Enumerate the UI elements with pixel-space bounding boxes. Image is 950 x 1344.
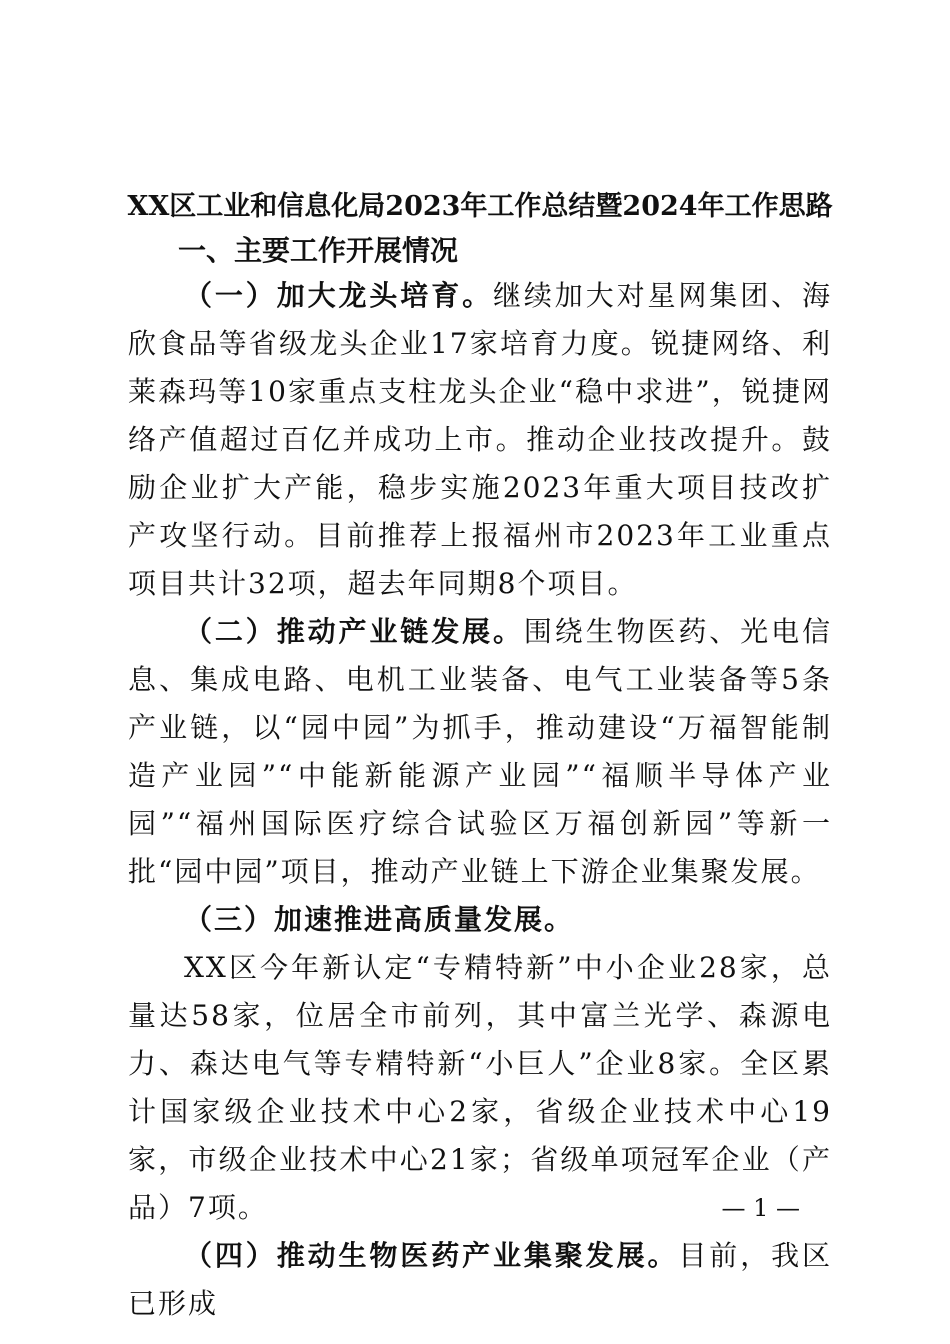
paragraph-lead: （三）加速推进高质量发展。 [184,903,575,936]
paragraph [128,944,832,1232]
paragraph [128,272,832,608]
paragraph-lead: （二）推动产业链发展。 [184,615,524,648]
paragraph [128,896,832,944]
paragraph-text: XX区今年新认定“专精特新”中小企业28家，总量达58家，位居全市前列，其中富兰光学、森源电力、森达电气等专精特新“小巨人”企业8家。全区累计国家级企业技术中心2家，省级企业技术中心19家，市级企业技术中心21家；省级单项冠军企业（产品）7项。 [128,951,832,1224]
paragraph-text: 围绕生物医药、光电信息、集成电路、电机工业装备、电气工业装备等5条产业链，以“园中园”为抓手，推动建设“万福智能制造产业园”“中能新能源产业园”“福顺半导体产业园”“福州国际医疗综合试验区万福创新园”等新一批“园中园”项目，推动产业链上下游企业集聚发展。 [128,615,832,888]
paragraph-lead: （四）推动生物医药产业集聚发展。 [184,1239,679,1272]
paragraph [128,1232,832,1328]
page-number: — 1 — [721,1194,800,1222]
section-heading: 一、主要工作开展情况 [178,234,459,267]
paragraph-text: 目前，我区已形成 [128,1239,832,1320]
paragraph-text: 继续加大对星网集团、海欣食品等省级龙头企业17家培育力度。锐捷网络、利莱森玛等10家重点支柱龙头企业“稳中求进”，锐捷网络产值超过百亿并成功上市。推动企业技改提升。鼓励企业扩大产能，稳步实施2023年重大项目技改扩产攻坚行动。目前推荐上报福州市2023年工业重点项目共计32项，超去年同期8个项目。 [128,279,832,600]
paragraph-lead: （一）加大龙头培育。 [184,279,493,312]
paragraph [128,608,832,896]
document-body [128,272,832,1328]
document-title: XX区工业和信息化局2023年工作总结暨2024年工作思路 [127,191,833,222]
